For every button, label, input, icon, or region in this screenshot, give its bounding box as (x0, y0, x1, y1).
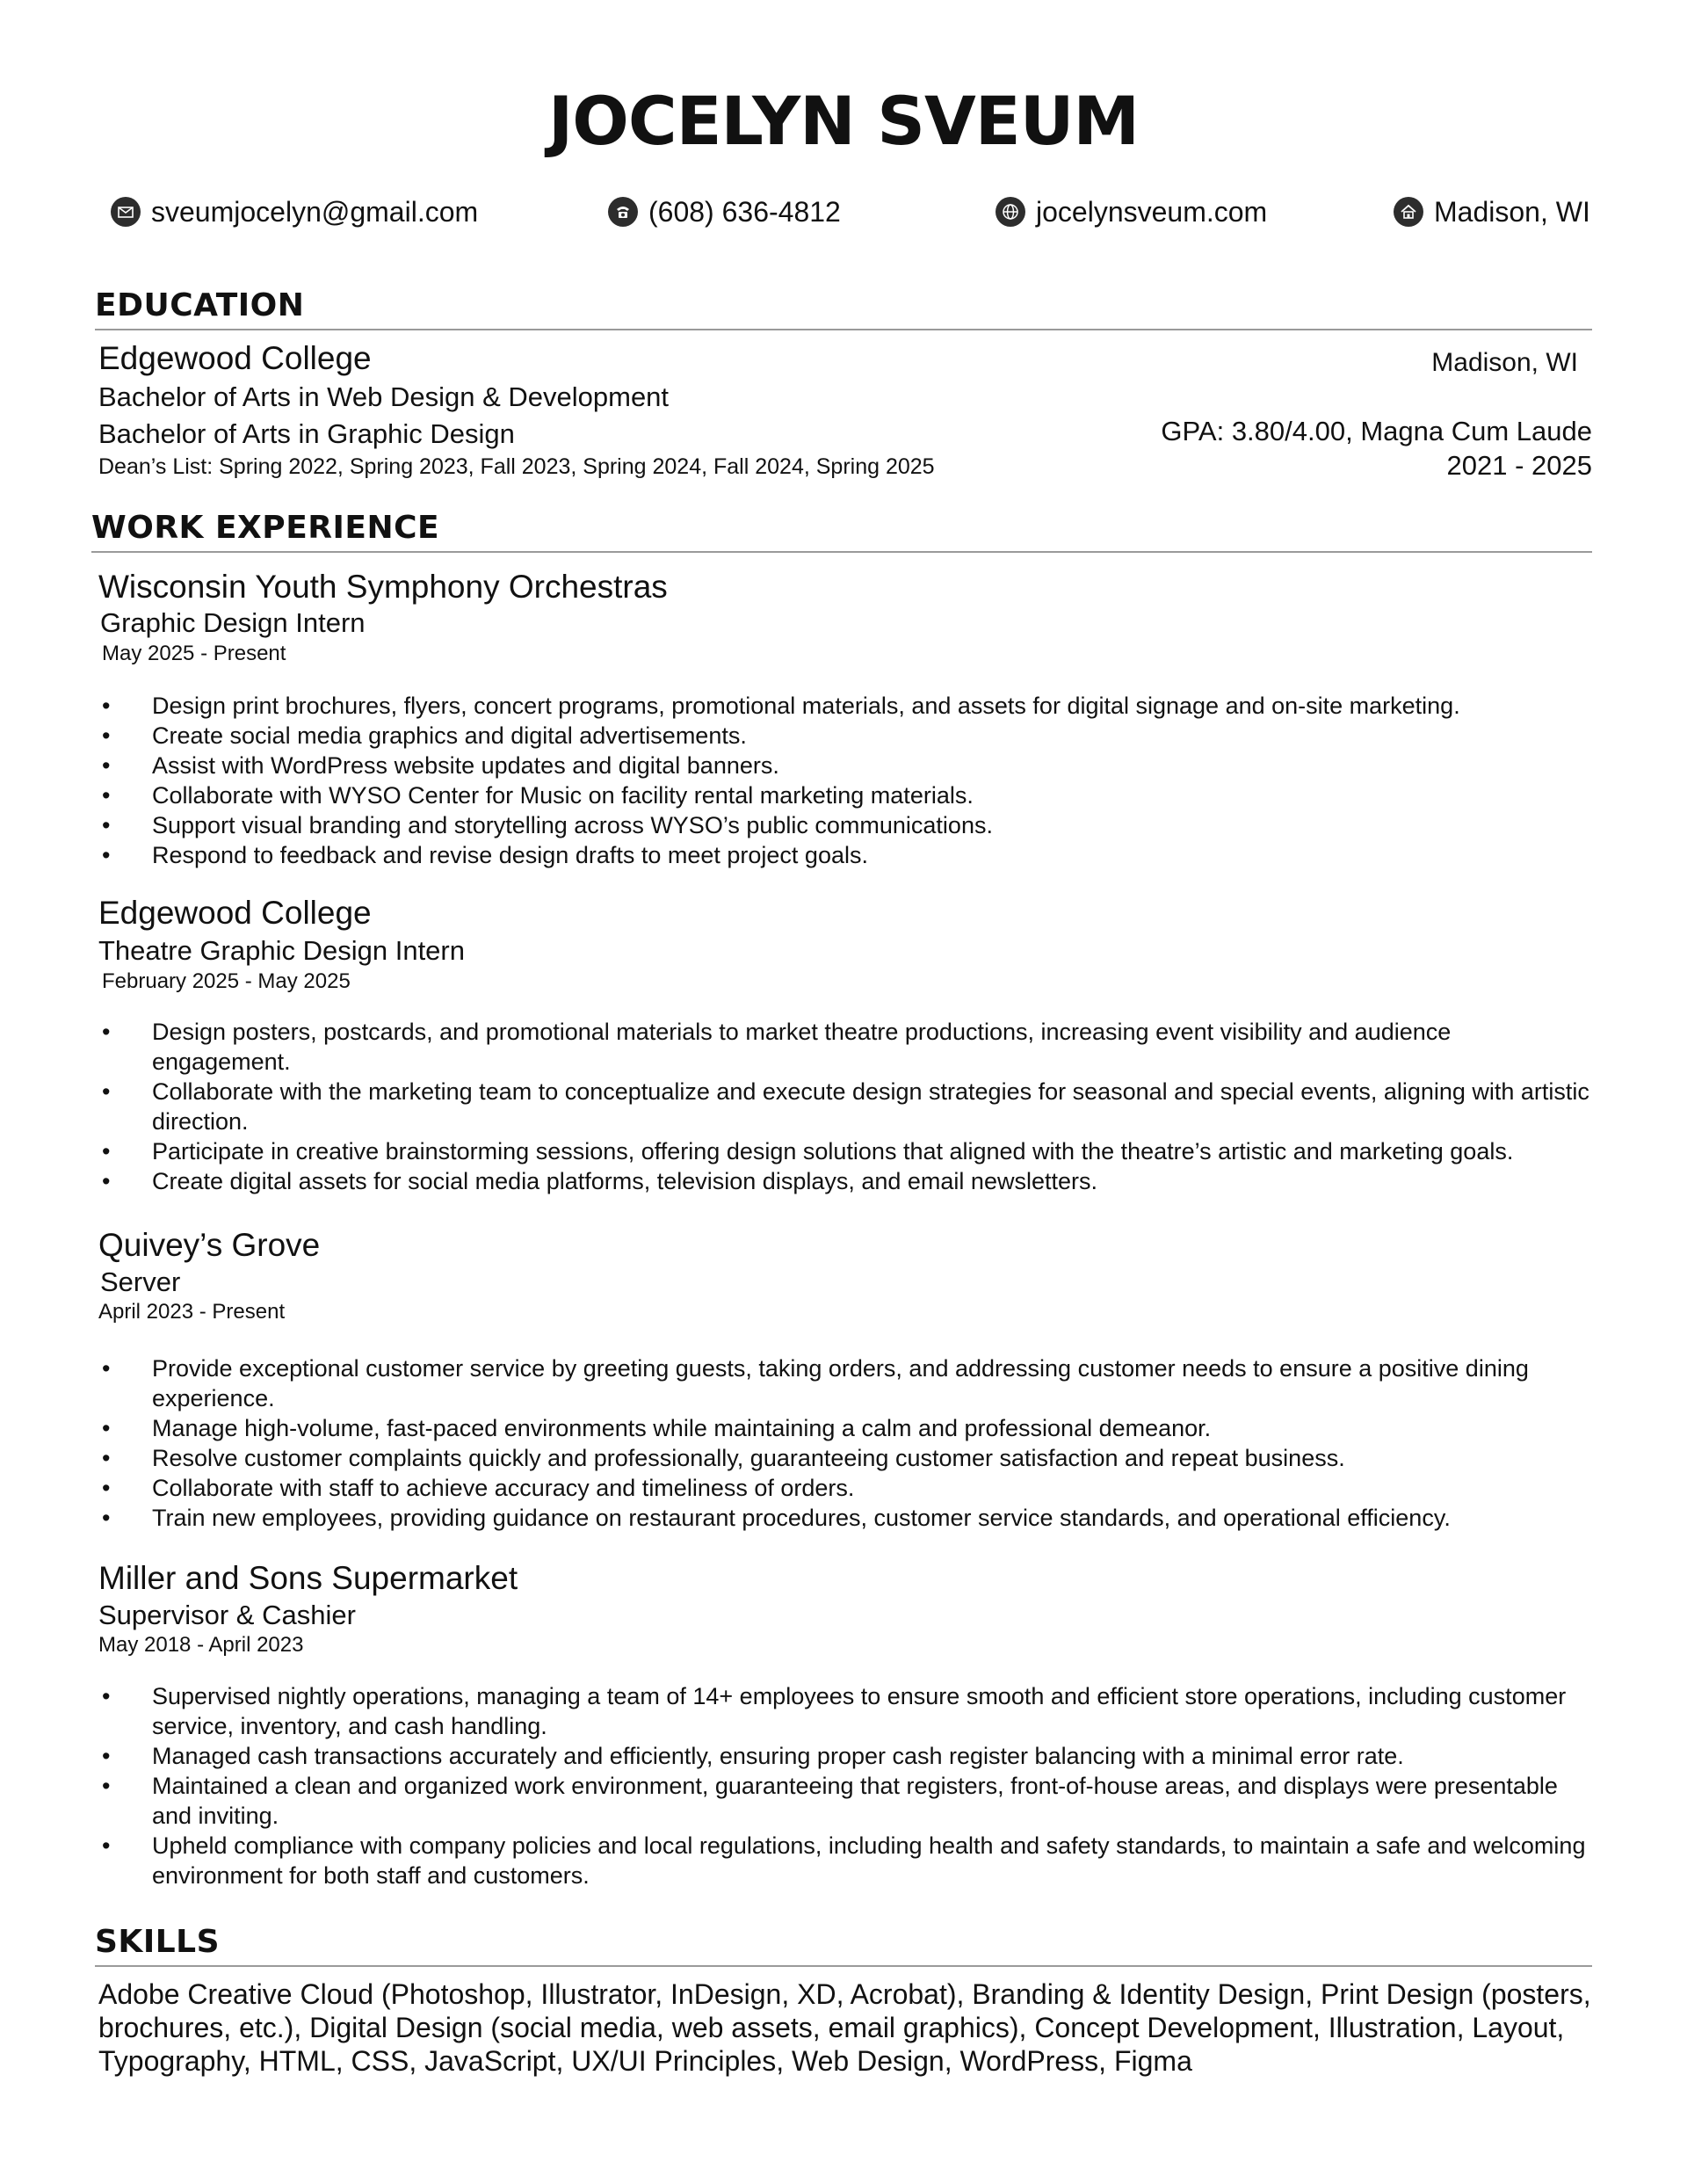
job-role: Theatre Graphic Design Intern (98, 935, 465, 966)
contact-phone (608, 197, 841, 227)
contact-location (1394, 197, 1590, 227)
education-gpa: GPA: 3.80/4.00, Magna Cum Laude (1161, 416, 1592, 446)
job-org: Quivey’s Grove (98, 1227, 321, 1263)
education-degree-2: Bachelor of Arts in Graphic Design (98, 418, 515, 449)
list-item: • Managed cash transactions accurately and efficiently, ensuring proper cash register balancing with a minimal error rate. (98, 1741, 1592, 1771)
list-item: • Create social media graphics and digital advertisements. (98, 721, 1592, 751)
job-org: Wisconsin Youth Symphony Orchestras (98, 569, 668, 605)
email-text[interactable]: sveumjocelyn@gmail.com (151, 196, 479, 228)
education-deans-list: Dean’s List: Spring 2022, Spring 2023, Fall 2023, Spring 2024, Fall 2024, Spring 2025 (98, 454, 935, 479)
phone-text[interactable]: (608) 636-4812 (648, 196, 841, 228)
job-role: Server (100, 1266, 181, 1297)
list-item: • Design print brochures, flyers, concert programs, promotional materials, and assets for digital signage and on-site marketing. (98, 691, 1592, 721)
list-item: • Upheld compliance with company policies and local regulations, including health and safety standards, to maintain a safe and welcoming environment for both staff and customers. (98, 1831, 1592, 1890)
job-role: Graphic Design Intern (100, 607, 366, 638)
job-dates: April 2023 - Present (98, 1300, 286, 1324)
list-item: • Participate in creative brainstorming sessions, offering design solutions that aligned with the theatre’s artistic and marketing goals. (98, 1136, 1592, 1166)
envelope-icon (111, 197, 141, 227)
website-text[interactable]: jocelynsveum.com (1036, 196, 1268, 228)
education-school: Edgewood College (98, 340, 372, 376)
job-dates: May 2025 - Present (102, 642, 286, 665)
list-item: • Supervised nightly operations, managing a team of 14+ employees to ensure smooth and efficient store operations, including customer service, inventory, and cash handling. (98, 1681, 1592, 1741)
work-heading: WORK EXPERIENCE (91, 512, 1592, 553)
job-dates: May 2018 - April 2023 (98, 1633, 304, 1657)
list-item: • Collaborate with staff to achieve accuracy and timeliness of orders. (98, 1473, 1592, 1503)
list-item: • Collaborate with WYSO Center for Music on facility rental marketing materials. (98, 780, 1592, 810)
list-item: • Assist with WordPress website updates and digital banners. (98, 751, 1592, 780)
list-item: • Provide exceptional customer service by greeting guests, taking orders, and addressing customer needs to ensure a positive dining experience. (98, 1353, 1592, 1413)
education-degree-1: Bachelor of Arts in Web Design & Development (98, 381, 670, 412)
job-dates: February 2025 - May 2025 (102, 969, 351, 993)
resume-name: JOCELYN SVEUM (547, 82, 1140, 160)
job-bullets (98, 1681, 1592, 1890)
list-item: • Respond to feedback and revise design drafts to meet project goals. (98, 840, 1592, 870)
skills-text: Adobe Creative Cloud (Photoshop, Illustrator, InDesign, XD, Acrobat), Branding & Identity Design, Print Design (posters, brochures, etc.), Digital Design (social media, web assets, email graphics), Concept Development, Illustration, Layout, Typography, HTML, CSS, JavaScript, UX/UI Principles, Web Design, WordPress, Figma (98, 1978, 1591, 2077)
home-icon (1394, 197, 1423, 227)
job-bullets (98, 691, 1592, 870)
list-item: • Collaborate with the marketing team to conceptualize and execute design strategies for seasonal and special events, aligning with artistic direction. (98, 1077, 1592, 1136)
list-item: • Train new employees, providing guidance on restaurant procedures, customer service standards, and operational efficiency. (98, 1503, 1592, 1533)
contact-website (996, 197, 1267, 227)
contact-email (111, 197, 478, 227)
skills-heading: SKILLS (95, 1926, 1592, 1967)
job-bullets (98, 1353, 1592, 1533)
education-location: Madison, WI (1431, 348, 1578, 377)
job-org: Miller and Sons Supermarket (98, 1560, 518, 1596)
job-org: Edgewood College (98, 895, 372, 931)
job-bullets (98, 1017, 1592, 1196)
list-item: • Maintained a clean and organized work environment, guaranteeing that registers, front-of-house areas, and displays were presentable and inviting. (98, 1771, 1592, 1831)
list-item: • Resolve customer complaints quickly and professionally, guaranteeing customer satisfaction and repeat business. (98, 1443, 1592, 1473)
education-heading: EDUCATION (95, 290, 1592, 330)
location-text: Madison, WI (1434, 196, 1590, 228)
job-role: Supervisor & Cashier (98, 1600, 356, 1630)
globe-icon (996, 197, 1025, 227)
list-item: • Design posters, postcards, and promotional materials to market theatre productions, increasing event visibility and audience engagement. (98, 1017, 1592, 1077)
phone-icon (608, 197, 638, 227)
education-years: 2021 - 2025 (1446, 450, 1592, 481)
list-item: • Support visual branding and storytelling across WYSO’s public communications. (98, 810, 1592, 840)
list-item: • Create digital assets for social media platforms, television displays, and email newsletters. (98, 1166, 1592, 1196)
list-item: • Manage high-volume, fast-paced environments while maintaining a calm and professional demeanor. (98, 1413, 1592, 1443)
